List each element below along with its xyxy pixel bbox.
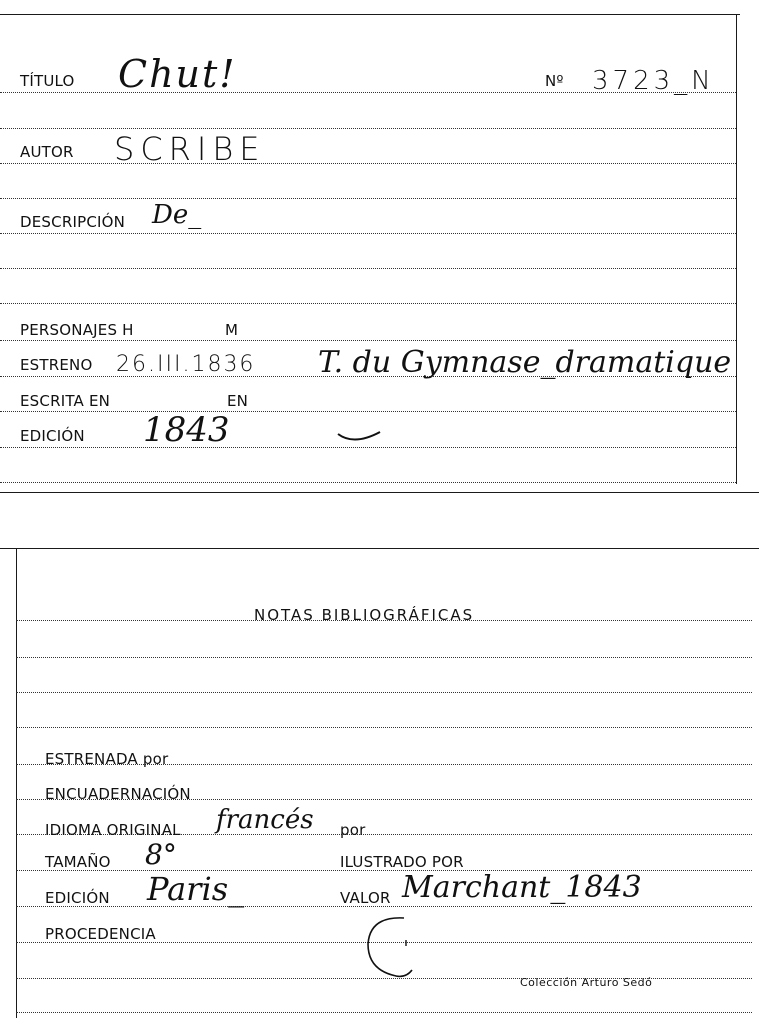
card-top-edge (0, 14, 740, 15)
rule-line (16, 692, 752, 693)
catalog-card-back (0, 540, 759, 1028)
rule-line (0, 268, 736, 269)
card-top-edge (0, 548, 759, 549)
personajes-label: PERSONAJES H (20, 321, 134, 339)
estrenada-label: ESTRENADA por (45, 750, 169, 768)
autor-label: AUTOR (20, 143, 74, 161)
titulo-value: Chut! (118, 52, 237, 96)
estreno-date: 26.III.1836 (116, 352, 256, 377)
estreno-theatre: T. du Gymnase_dramatique (318, 345, 732, 380)
valor-value: Marchant_1843 (402, 870, 642, 905)
estreno-label: ESTRENO (20, 356, 93, 374)
descripcion-value: De_ (152, 200, 202, 230)
rule-line (0, 340, 736, 341)
rule-line (0, 163, 736, 164)
idioma-por-label: por (340, 821, 366, 839)
valor-label: VALOR (340, 889, 391, 907)
rule-line (0, 233, 736, 234)
notas-title: NOTAS BIBLIOGRÁFICAS (254, 606, 475, 624)
edicion-label: EDICIÓN (20, 427, 85, 445)
numero-label: Nº (545, 72, 564, 90)
escrita-label: ESCRITA EN (20, 392, 111, 410)
coleccion-stamp: Colección Arturo Sedó (520, 976, 653, 989)
rule-line (16, 657, 752, 658)
numero-value: 3723_N (592, 66, 715, 96)
tamano-value: 8° (145, 838, 177, 871)
edicion-value: Paris_ (147, 870, 245, 908)
rule-line (0, 482, 736, 483)
autor-value: SCRIBE (114, 130, 266, 168)
idioma-value: francés (216, 805, 314, 835)
titulo-label: TÍTULO (20, 72, 75, 90)
procedencia-label: PROCEDENCIA (45, 925, 156, 943)
pen-circle-mark (360, 912, 420, 982)
edicion-value: 1843 (143, 410, 230, 450)
escrita-en-label: EN (227, 392, 249, 410)
rule-line (16, 1012, 752, 1013)
idioma-label: IDIOMA ORIGINAL (45, 821, 181, 839)
encuadernacion-label: ENCUADERNACIÓN (45, 785, 191, 803)
ilustrado-label: ILUSTRADO POR (340, 853, 464, 871)
rule-line (0, 411, 736, 412)
edicion-label: EDICIÓN (45, 889, 110, 907)
rule-line (16, 727, 752, 728)
pen-stroke-mark (336, 428, 386, 448)
card-left-edge (16, 548, 17, 1018)
rule-line (0, 198, 736, 199)
personajes-m-label: M (225, 321, 239, 339)
card-right-edge (736, 14, 737, 484)
catalog-card-front (0, 0, 759, 495)
rule-line (0, 128, 736, 129)
tamano-label: TAMAÑO (45, 853, 111, 871)
rule-line (0, 303, 736, 304)
descripcion-label: DESCRIPCIÓN (20, 213, 126, 231)
card-bottom-edge (0, 492, 759, 493)
